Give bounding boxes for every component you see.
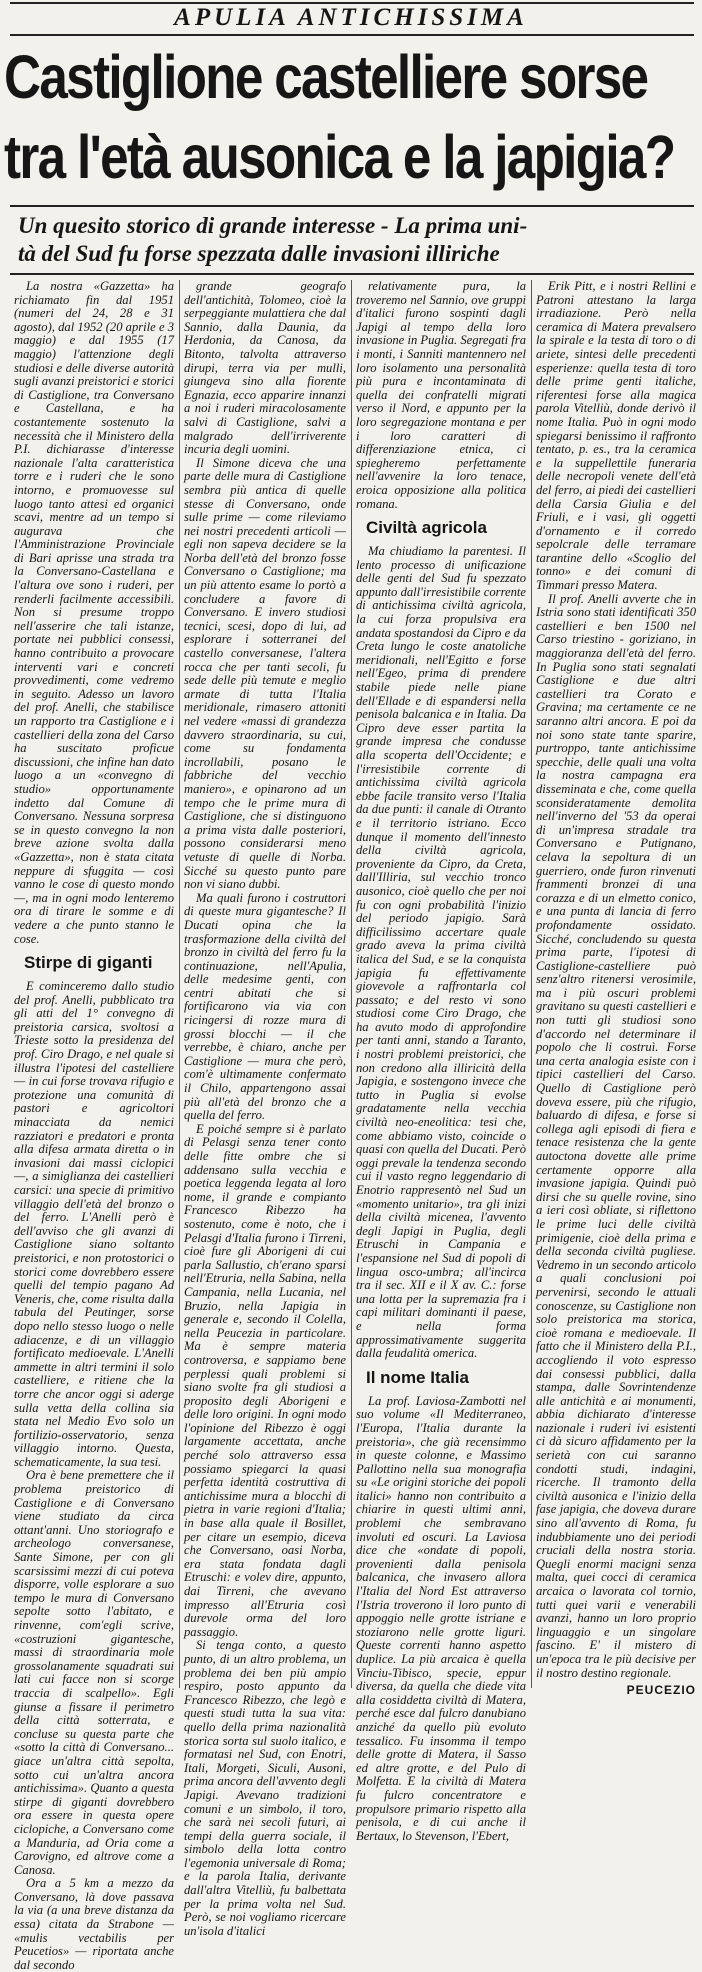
subhead-bottom-rule: [10, 273, 694, 275]
paragraph: grande geografo dell'antichità, Tolomeo, cioè la serpeggiante mulattiera che dal Sannio, dalla Daunia, da Herdonia, da Canosa, da Bitonto, talvolta attraverso dirupi, terra via per mulli, giungeva sino alla fiorente Egnazia, ecco apparire innanzi a noi i ruderi miracolosamente salvi di Castiglione, salvi a malgrado dell'irriverente incuria degli uomini.: [184, 279, 346, 457]
column-divider: [179, 280, 180, 1688]
headline-line-2: tra l'età ausonica e la japigia?: [4, 123, 675, 191]
paragraph: Ma quali furono i costruttori di queste mura gigantesche? Il Ducati opina che la trasformazione della civiltà del bronzo in civiltà del ferro fu la continuazione, nell'Apulia, delle medesime genti, con centri abitati che si fortificarono via via con ricingersi di rozze mura di grossi blocchi — il che verrebbe, è chiaro, anche per Castiglione — mura che però, com'è ultimamente confermato il Chilo, appartengono assai più all'età del bronzo che a quella del ferro.: [184, 890, 346, 1123]
paragraph: La prof. Laviosa-Zambotti nel suo volume «Il Mediterraneo, l'Europa, l'Italia durante la preistoria», che già recensimmo in queste colonne, e Massimo Pallottino nella sua monografia su «Le origini storiche dei popoli italici» hanno non contribuito a chiarire in questi ultimi anni, problemi che sembravano involuti ed oscuri. La Laviosa dice che «ondate di popoli, provenienti dalla penisola balcanica, che invasero allora l'Italia del Nord Est attraverso l'Istria troverono il loro punto di appoggio nelle grotte istriane e stoziarono nelle grotte liguri. Queste correnti hanno aspetto duplice. La più arcaica è quella Vinciu-Tibisco, specie, eppur diversa, da quella che diede vita alla cosiddetta civiltà di Matera, perché esce dal fulcro danubiano anziché da quello più evoluto tessalico. Fu insomma il tempo delle grotte di Matera, il Sasso ed altre grotte, e del Pulo di Molfetta. E la civiltà di Matera fu fulcro concentratore e propulsore primario rispetto alla penisola, e di cui anche il Bertaux, lo Stevenson, l'Ebert,: [356, 1393, 526, 1843]
article-column-2: [184, 279, 346, 1938]
paragraph: Ora è bene premettere che il problema preistorico di Castiglione e di Conversano viene studiato da circa ottant'anni. Uno storiografo e archeologo conversanese, Sante Simone, per con gli scarsissimi mezzi di cui poteva disporre, volle esplorare a suo tempo le mura di Conversano sepolte sotto l'abitato, e rinvenne, com'egli scrive, «costruzioni gigantesche, massi di straordinaria mole grossolanamente squadrati sui lati cui facce non si scorge traccia di scalpello». Egli giunse a fissare il perimetro della città sotterrata, e concluse su questa parte che «sotto la città di Conversano... giace un'altra città sepolta, sotto cui un'altra ancora antichissima». Quanto a questa stirpe di giganti dovrebbero ora essere in questa opere ciclopiche, a Conversano come a Manduria, ad Oria come a Carovigno, ed altrove come a Canosa.: [14, 1468, 174, 1877]
article-column-4: [536, 279, 696, 1698]
paragraph: Ora a 5 km a mezzo da Conversano, là dove passava la via (a una breve distanza da essa) citata da Strabone — «mulis vectabilis per Peucetios» — riportata anche dal secondo: [14, 1876, 174, 1972]
paragraph: Ma chiudiamo la parentesi. Il lento processo di unificazione delle genti del Sud fu spezzato appunto dall'irresistibile corrente di antichissima civiltà agricola, la cui forza propulsiva era andata spostandosi da Cipro e da Creta lungo le coste anatoliche meridionali, nell'Egitto e forse nell'Egeo, prima di prendere stabile piede nelle piane dell'Ellade e di espandersi nella penisola balcanica e in Italia. Da Cipro deve esser partita la grande impresa che condusse alla scoperta dell'Occidente; e l'irresistibile corrente di antichissima civiltà agricola ebbe facile transito verso l'Italia da due punti: il canale di Otranto e il territorio istriano. Ecco dunque il momento dell'innesto della civiltà agricola, proveniente da Cipro, da Creta, dall'Illiria, sul vecchio tronco ausonico, cioè quello che per noi fu con ogni probabilità l'inizio del periodo japigio. Sarà difficilissimo accertare quale grado aveva la prima civiltà italica del Sud, e se la conquista japigia fu effettivamente giovevole a raffrontarla col passato; e del resto vi sono studiosi come Ciro Drago, che ha avuto modo di approfondire per tanti anni, stando a Taranto, i nostri problemi preistorici, che non credono alla illiricità della Japigia, e sostengono invece che tutto in Puglia si evolse gradatamente nella vecchia civiltà neo-eneolitica: tesi che, come abbiamo visto, coincide o quasi con quella del Ducati. Però oggi prevale la tendenza secondo cui il vasto regno leggendario di Enotrio rappresentò nel Sud un «momento unitario», tra gli inizi della civiltà micenea, l'avvento degli Japigi in Puglia, degli Etruschi in Campania e l'espansione nel Sud di popoli di lingua osco-umbra; all'incirca tra il sec. XII e il X av. C.: forse una lotta per la supremazia fra i capi militari dominanti il paese, e nella forma approssimativamente suggerita dalla feudalità omerica.: [356, 544, 526, 1361]
paragraph: Il Simone diceva che una parte delle mura di Castiglione sembra più antica di quelle stesse di Conversano, onde sulle prime — come rileviamo nei nostri precedenti articoli — egli non sapeva decidere se la Norba dell'età del bronzo fosse Conversano o Castiglione; ma un più attento esame lo portò a concludere a favore di Conversano. E invero studiosi tecnici, scesi, dopo di lui, ad esplorare i sotterranei del castello conversanese, l'altera rocca che per tanti secoli, fu sede delle più temute e meglio armate di tutta l'Italia meridionale, rimasero attoniti nel vedere «massi di grandezza davvero straordinaria, su cui, come su fondamenta incrollabili, posano le fabbriche del vecchio maniero», e opinarono ad un tempo che le prime mura di Castiglione, che si distinguono a prima vista dalle posteriori, possono considerarsi meno vetuste di quelle di Norba. Sicché su questo punto pare non vi siano dubbi.: [184, 455, 346, 892]
subhead-line-2: tà del Sud fu forse spezzata dalle invasioni illiriche: [18, 241, 500, 266]
paragraph: relativamente pura, la troveremo nel Sannio, ove gruppi d'italici furono sospinti dagli Japigi al tempo della loro invasione in Puglia. Segregati fra i monti, i Sanniti mantennero nel loro isolamento una personalità più pura e incontaminata di quella dei confratelli migrati verso il Nord, e appunto per la loro segregazione montana e per i loro caratteri di differenziazione etnica, ci spiegheremo perfettamente nell'avvenire la loro tenace, eroica opposizione alla politica romana.: [356, 279, 526, 511]
paragraph: E cominceremo dallo studio del prof. Anelli, pubblicato tra gli atti del 1° convegno di preistoria carsica, svoltosi a Trieste sotto la presidenza del prof. Ciro Drago, e nel quale si illustra l'ipotesi del castelliere — in cui forse trovava rifugio e protezione una comunità di pastori e agricoltori minacciata da nemici razziatori e predatori e pronta alla difesa armata diretta o in invasioni dai massi ciclopici —, a simiglianza dei castellieri carsici: una specie di primitivo villaggio dell'età del bronzo o del ferro. L'Anelli però è dell'avviso che gli avanzi di Castiglione siano soltanto preistorici, e non protostorici o storici come dovrebbero essere quelli del tempio pagano Ad Veneris, che, come risulta dalla tabula del Peutinger, sorse dopo nello stesso luogo o nelle adiacenze, e di un villaggio fortificato medioevale. L'Anelli ammette in altri termini il solo castelliere, e ritiene che la torre che ancor oggi si aderge sulla vetta della collina sia stata nel Medio Evo solo un fortilizio-osservatorio, senza villaggio intorno. Questa, schematicamente, la sua tesi.: [14, 979, 174, 1469]
paragraph: La nostra «Gazzetta» ha richiamato fin dal 1951 (numeri del 24, 28 e 31 agosto), dal 1952 (20 aprile e 3 maggio) e dal 1955 (17 maggio) l'attenzione degli studiosi e delle diverse autorità sugli avanzi preistorici e storici di Castiglione, tra Conversano e Castellana, e ha costantemente sostenuto la necessità che il Ministero della P.I. dichiarasse d'interesse nazionale l'alta caratteristica torre e i ruderi che le sono intorno, e promuovesse sul luogo tanto attesi ed organici scavi, mentre ad un tempo si auguravа che l'Amministrazione Provinciale di Bari aprisse una strada tra la Conversano-Castellana e l'altura ove sono i ruderi, per renderli facilmente accessibili. Non si presume troppo nell'asserire che tali istanze, portate nei pubblici consessi, hanno contribuito a provocare interventi vari e concreti provvedimenti, come vedremo in seguito. Adesso un lavoro del prof. Anelli, che stabilisce un rapporto tra Castiglione e i castellieri della zona del Carso ha suscitato proficue discussioni, che infine han dato luogo a un «convegno di studio» opportunamente indetto dal Comune di Conversano. Nessuna sorpresa se in questo convegno la non breve azione svolta dalla «Gazzetta», non è stata citata neppure di sfuggita — così vanno le cose di questo mondo —, ma in ogni modo lenteremo ora di tirare le somme e di vedere a che punto stanno le cose.: [14, 279, 174, 946]
article-column-3: [356, 279, 526, 1843]
column-divider: [531, 280, 532, 1688]
subhead-line-1: Un quesito storico di grande interesse - La prima uni-: [18, 213, 528, 238]
paragraph: Si tenga conto, a questo punto, di un altro problema, un problema dei ben più ampio respiro, posto appunto da Francesco Ribezzo, che legò e questi studi tutta la sua vita: quello della prima nazionalità storica sorta sul suolo italico, e formatasi nel Sud, con Enotri, Itali, Morgeti, Siculi, Ausoni, prima ancora dell'avvento degli Japigi. Avevano tradizioni comuni e un simbolo, il toro, che sarà nei secoli futuri, ai tempi della guerra sociale, il simbolo della lotta contro l'egemonia universale di Roma; e la parola Italia, derivante dall'altra Vitelliù, fu balbettata per la prima volta nel Sud. Però, se noi vogliamo ricercare un'isola d'italici: [184, 1638, 346, 1938]
kicker: APULIA ANTICHISSIMA: [174, 4, 528, 31]
author-signature: PEUCEZIO: [626, 1683, 696, 1698]
article-column-1: [14, 279, 174, 1972]
subhead-top-rule: [10, 205, 694, 207]
section-heading: Il nome Italia: [366, 1367, 469, 1387]
headline-line-1: Castiglione castelliere sorse: [4, 43, 648, 111]
paragraph: Il prof. Anelli avverte che in Istria sono stati identificati 350 castellieri e ben 1500 nel Carso triestino - goriziano, in maggioranza dell'età del ferro. In Puglia sono stati segnalati Castiglione e due altri castellieri tra Corato e Gravina; ma certamente ce ne saranno altri ancora. E poi da noi sono state tante sparire, purtroppo, tante antichissime specchie, delle quali una volta la nostra campagna era disseminata e che, come quella sconsideratamente demolita nell'inverno del '53 da operai di un'impresa stradale tra Conversano e Putignano, celava la sepoltura di un guerriero, onde furon rinvenuti frammenti bronzei di una corazza e di un elmetto conico, e una punta di lancia di ferro profondamente ossidato. Sicché, concludendo su questa prima parte, l'ipotesi di Castiglione-castelliere può senz'altro ritenersi verosimile, ma i più oscuri problemi gravitano su questi castellieri e non tutti gli studiosi sono d'accordo nel determinare il popolo che li costruì. Forse una certa analogia esiste con i tipici castellieri del Carso. Quello di Castiglione però doveva essere, più che rifugio, baluardo di difesa, e forse si collega agli episodi di fiera e tenace resistenza che la gente autoctona dovette alle prime certamente opporre alla invasione japigia. Quindi può dirsi che su quelle rovine, sino a ieri così obliate, si riflettono le prime luci delle civiltà primigenie, cioè della prima e della seconda civiltà pugliese. Vedremo in un secondo articolo a quali conclusioni poi pervenirsi, secondo le attuali conoscenze, su Castiglione non solo preistorica ma storica, cioè romana e medioevale. Il fatto che il Ministero della P.I., accogliendo il voto espresso dai consessi pubblici, dalla stampa, dalle Sovrintendenze alle antichità e ai monumenti, abbia dichiarato d'interesse nazionale i ruderi ivi esistenti ci dà sicuro affidamento per la serietà con cui saranno condotti studi, indagini, ricerche. Il tramonto della civiltà ausonica e l'inizio della fase japigia, che doveva durare sino all'avvento di Roma, fu indubbiamente uno dei periodi cruciali della nostra storia. Quegli enormi macigni senza malta, quei cocci di ceramica arcaica o lavorata col tornio, tutti quei varii e venerabili avanzi, hanno un loro proprio linguaggio e un singolare fascino. E' il mistero di un'epoca tra le più decisive per il nostro destino regionale.: [536, 591, 696, 1680]
column-divider: [351, 280, 352, 1688]
paragraph: E poiché sempre si è parlato di Pelasgi senza tener conto delle fitte ombre che si addensano sulla vecchia e poetica leggenda legata al loro nome, il grande e compianto Francesco Ribezzo ha sostenuto, come è noto, che i Pelasgi d'Italia furono i Tirreni, cioè fure gli Aborigeni di cui parla Sallustio, ch'erano sparsi nell'Etruria, nella Sabina, nella Campania, nella Lucania, nel Bruzio, nella Japigia in generale e, secondo il Colella, nella Peucezia in particolare. Ma è sempre materia controversa, e sappiamo bene perplessi quali problemi si siano svolte fra gli studiosi a proposito degli Aborigeni e delle loro origini. In ogni modo l'opinione del Ribezzo è oggi largamente accettata, anche perché solo attraverso essa possiamo spiegarci la quasi perfetta identità costruttiva di antichissime mura a blocchi di pietra in varie regioni d'Italia; in base alla quale il Bosillet, per citare un esempio, diceva che Conversano, oasi Norba, era stata fondata dagli Etruschi: e volev dire, appunto, dai Tirreni, che avevano impresso all'Etruria così durevole orma del loro passaggio.: [184, 1121, 346, 1639]
section-heading: Civiltà agricola: [366, 518, 487, 538]
paragraph: Erik Pitt, e i nostri Rellini e Patroni attestano la larga irradiazione. Però nella ceramica di Matera prevalsero la spirale e la testa di toro o di ariete, sintesi delle precedenti esperienze: quella testa di toro delle prime genti italiche, riferentesi forse alla magica parola Vitelliù, donde derivò il nome Italia. Può in ogni modo spiegarsi benissimo il raffronto tentato, p. es., tra la ceramica e la suppellettile funeraria delle necropoli venete dell'età del ferro, ai piedi dei castellieri della Carsia Giulia e del Friuli, e i vasi, gli oggetti d'ornamento e il corredo sepolcrale delle terramare tarantine dello «Scoglio del tonno» e dei comuni di Timmari presso Matera.: [536, 279, 696, 593]
kicker-bottom-rule: [10, 34, 694, 36]
section-heading: Stirpe di giganti: [24, 953, 153, 973]
